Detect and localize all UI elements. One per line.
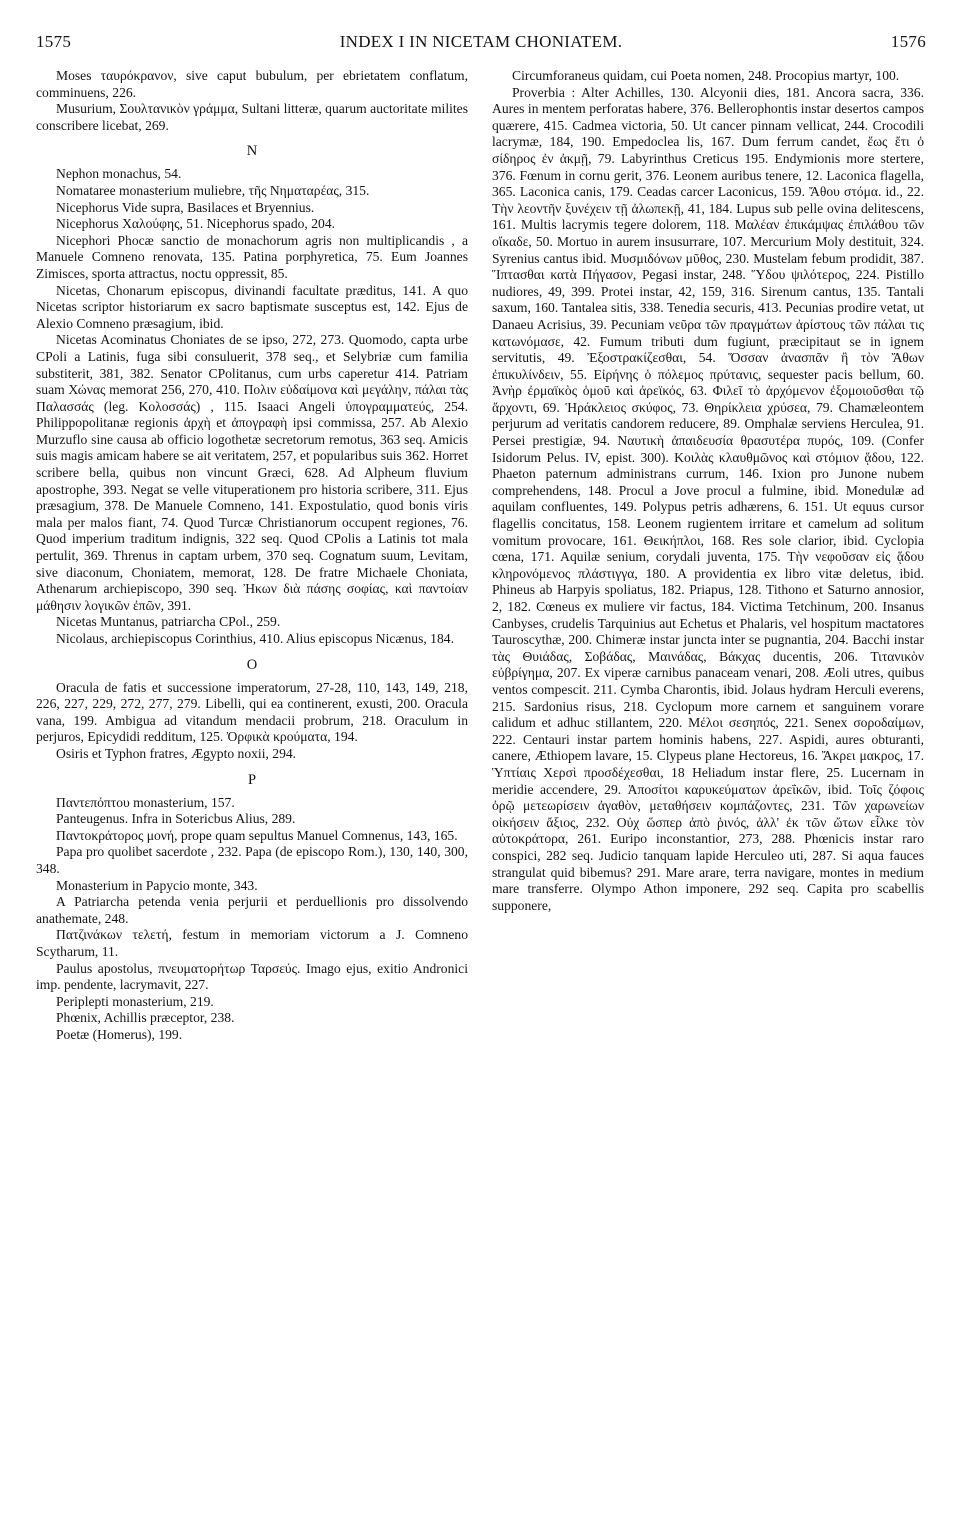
section-letter: O [246,656,258,673]
index-entry: Nicephorus Χαλούφης, 51. Nicephorus spado, 204. [56,216,336,232]
index-entry: Osiris et Typhon fratres, Ægypto noxii, 294. [56,745,297,761]
left-column [36,68,468,1528]
index-entry: Παντεπόπτου monasterium, 157. [56,794,235,810]
index-entry: Poetæ (Homerus), 199. [56,1026,183,1042]
index-entry: Nephon monachus, 54. [56,166,182,182]
index-entry: Phœnix, Achillis præceptor, 238. [56,1010,235,1026]
index-entry: Nicephori Phocæ sanctio de monachorum agris non multiplicandis , a Manuele Comneno renovata, 135. Patina porphyretica, 75. Eum Joannes Zimisces, sporta attractus, noctu oppressit, 85. [36,232,468,281]
index-entry: Πατζινάκων τελετή, festum in memoriam victorum a J. Comneno Scytharum, 11. [36,927,468,959]
index-entry: Moses ταυρόκρανον, sive caput bubulum, per ebrietatem conflatum, comminuens, 226. [36,68,468,100]
index-entry: Monasterium in Papycio monte, 343. [56,877,258,893]
index-entry: Nicephorus Vide supra, Basilaces et Bryennius. [56,199,315,215]
index-entry: Paulus apostolus, πνευματορήτωρ Ταρσεύς. Imago ejus, exitio Andronici imp. pendente, lacrymavit, 227. [36,960,468,993]
index-entry: Παντοκράτορος μονή, prope quam sepultus Manuel Comnenus, 143, 165. [56,827,458,843]
index-entry: Oracula de fatis et successione imperatorum, 27-28, 110, 143, 149, 218, 226, 227, 229, 272, 277, 279. Libelli, qui ea continerent, exusti, 200. Oracula vana, 199. Ambigua ad vitandum mendacii probrum, 218. Oraculum in perjuros, Epicydidi redditum, 125. Ὀρφικὰ κρούματα, 194. [36,679,468,745]
section-letter: N [246,143,258,160]
index-entry: Proverbia : Alter Achilles, 130. Alcyonii dies, 181. Ancora sacra, 336. Aures in mentem perforatas habere, 376. Bellerophontis instar desertos campos quærere, 415. Cadmea victoria, 50. Ut cancer pinnam vellicat, 244. Crocodili lacrymæ, 184, 190. Empedoclea lis, 167. Dum ferrum candet, ἕως ἔτι ὁ σίδηρος ἐν ἀκμῇ, 79. Labyrinthus Creticus 195. Endymionis more stertere, 376. Fœnum in cornu gerit, 376. Leonem auribus tenere, 12. Laconica flagella, 365. Laconica canis, 179. Ceadas carcer Laconicus, 159. Ἄθου στόμα. id., 22. Τὴν λεοντῆν ξυνέχειν τῇ ἀλωπεκῇ, 41, 184. Lupus sub pelle ovina delitescens, 161. Multis lacrymis tegere dolorem, 118. Μαλέαν ἐπικάμψας ἐπιλάθου τῶν οἴκαδε, 50. Mortuo in aurem insusurrare, 107. Mercurium Moly destituit, 324. Syrenius cantus ibid. Μυσμιδόνων μῦθος, 230. Mustelam febum prodidit, 387. Ἵπτασθαι κατὰ Πήγασον, Pegasi instar, 248. Ὕδου ψιλότερος, 224. Pistillo nudiores, 49, 399. Protei instar, 42, 159, 316. Sirenum cantus, 135. Tantali saxum, 160. Tantalea sitis, 338. Tenedia securis, 413. Pecunias prodire vetat, ut Danaeu Acrisius, 39. Pecuniam νεῦρα τῶν πραγμάτων ἀρίστους τῶν πάλαι τις κατωνόμασε, 42. Fumum tributi dum fugiunt, præcipitaut se in ignem servitutis, 49. Ἐξοστρακίζεσθαι, 54. Ὅσσαν ἀνασπᾶν ἢ τὸν Ἄθων ἐπικυλίνδειν, 55. Εἰρήνης ὁ πόλεμος πρύτανις, sequester pacis bellum, 60. Ἀνὴρ ἐρμαϊκὸς ὁμοῦ καὶ ἀρεϊκός, 63. Φιλεῖ τὸ ἀρχόμενον ἐξομοιοῦσθαι τῷ ἄρχοντι, 69. Ἡράκλειος σκύφος, 73. Θηρίκλεια χρύσεα, 79. Chamæleontem perjurum ad veritatis candorem reducere, 89. Omphalæ serviens Herculea, 91. Persei prestigiæ, 94. Ναυτικὴ ἀπαιδευσία θρασυτέρα πυρός, 109. (Confer Isidorum Pelus. IV, epist. 300). Κοιλὰς κλαυθμῶνος καὶ στόμιον ᾅδου, 122. Phaeton paternum administrans currum, 146. Ixion pro Junone nubem comprehendens, 148. Procul a Jove procul a fulmine, ibid. Monedulæ ad aquilam confluentes, 149. Polypus petris adhærens, 6. 151. Ut equus cursor flagellis concitatus, 158. Leonem rugientem irritare et camelum ad solitum vomitum provocare, 161. Θεικήπλοι, 168. Res sole clarior, ibid. Cyclopia cœna, 171. Aquilæ senium, corydali juventa, 175. Τὴν νεφοῦσαν εἰς ᾅδου κληρονόμενος πλάστιγγα, 180. A providentia ex libro vitæ deletus, ibid. Phineus ab Harpyis spoliatus, 182. Priapus, 128. Tithono et Saturno annosior, 2, 182. Cœneus ex muliere vir factus, 184. Victima Tetchinum, 200. Insanus Canbyses, crudelis Tarquinius aut Echetus et Phalaris, vel hospitum mactatores Tauroscythæ, 200. Chimeræ instar juncta inter se pugnantia, 204. Bacchi instar τὰς Θυιάδας, Σοβάδας, Μαινάδας, Βάκχας ducentis, 206. Τιτανικὸν εὐβρίγημα, 207. Ex viperæ carnibus panaceam venari, 208. Æoli utres, quibus ventos compescit. 211. Cymba Charontis, ibid. Jolaus hydram Herculi everens, 215. Sardonius risus, 218. Cyclopum more carnem et sanguinem vorare calidum et adhuc stillantem, 220. Μέλοι σεσηπός, 221. Senex σοροδαίμων, 222. Centauri instar partem hominis habens, 227. Aspidi, aures obturanti, canere, Æthiopem lavare, 15. Clypeus plane Hectoreus, 16. Ἄκρει μακρος, 17. Ὑπτίαις Χερσὶ προσδέχεσθαι, 18 Heliadum instar flere, 25. Lucernam in meridie accendere, 29. Ἀποσίτοι καρυκεύματων ἀρεΐκῶν, ibid. Τοῖς ζόφοις ὀρῷ μετεωρίσειν ἀγαθὸν, μεταθήσειν κομπάζοντες, 231. Τῶν χαρωνείων οἰκήσειν ἄξιος, 232. Οὐχ ὥσπερ ἀπὸ ῥινός, ἀλλ' ἐκ τῶν ὤτων εἶλκε τὸν αὐτοκράτορα, 261. Euripo inconstantior, 273, 288. Phœnicis instar raro conspici, 282 seq. Judicio tanquam lapide Herculeo uti, 287. Si aqua fauces strangulat quid bibemus? 291. Mare arare, terra navigare, montes in medium mare transferre. Olympo Athon imponere, 292 seq. Capita pro scabellis supponere, [492,84,924,913]
index-entry: Nomataree monasterium muliebre, τῆς Νηματαρέας, 315. [56,182,370,198]
index-entry: Periplepti monasterium, 219. [56,993,214,1009]
index-entry: Nicetas Acominatus Choniates de se ipso, 272, 273. Quomodo, capta urbe CPoli a Latinis, fuga sibi consuluerit, 378 seq., et Selybriæ cum familia substiterit, 381, 382. Senator CPolitanus, cum urbs caperetur 414. Patriam suam Χώνας memorat 256, 270, 410. Πολιν εὐδαίμονα καὶ μεγάλην, πάλαι τὰς Παλασσάς (leg. Κολοσσάς) , 115. Isaaci Angeli ὑπογραμματεύς, 254. Philippopolitanæ regionis ἀρχὴ et ἀπογραφὴ ipsi commissa, 257. Ab Alexio Murzuflo sine causa ab officio logothetæ secretorum remotus, 363 seq. Amicis suis magis amicam habere se ait veritatem, 257, et popularibus suis 362. Horret scribere bella, quibus non vincunt Græci, 628. Ad Alpheum fluvium apostrophe, 393. Negat se velle vituperationem pro historia scribere, 311. Ejus præsagium, 378. De Manuele Comneno, 141. Expostulatio, quod bonis viris mala per malos fiant, 74. Quod Turcæ Christianorum occupent regiones, 76. Quod imperium traditum indignis, 322 seq. Quod CPolis a Latinis tot mala pertulit, 369. Threnus in captam urbem, 370 seq. Cognatum suum, Levitam, sive diaconum, Choniatem, memorat, 128. De fratre Michaele Choniata, Athenarum archiepiscopo, 390 seq. Ἠκων διὰ πάσης σοφίας, καὶ παντοίαν μάθησιν λογικῶν ἐπῶν, 391. [36,332,468,613]
page-number-left: 1575 [36,32,72,51]
running-title: INDEX I IN NICETAM CHONIATEM. [339,32,623,51]
index-entry: Nicetas, Chonarum episcopus, divinandi facultate præditus, 141. A quo Nicetas scriptor historiarum ex sacro baptismate susceptus est, 142. Ejus de Alexio Comneno præsagium, ibid. [36,282,468,331]
index-entry: Nicetas Muntanus, patriarcha CPol., 259. [56,614,281,630]
index-entry: A Patriarcha petenda venia perjurii et perduellionis pro dissolvendo anathemate, 248. [36,894,468,926]
index-entry: Papa pro quolibet sacerdote , 232. Papa (de episcopo Rom.), 130, 140, 300, 348. [36,844,468,876]
page-number-right: 1576 [890,32,926,51]
index-entry: Musurium, Σουλτανικὸν γράμμα, Sultani litteræ, quarum auctoritate milites conscribere licebat, 269. [36,101,468,133]
section-letter: P [247,771,257,788]
right-column [492,68,924,1528]
index-entry: Nicolaus, archiepiscopus Corinthius, 410. Alius episcopus Nicænus, 184. [56,631,454,646]
index-entry: Panteugenus. Infra in Sotericbus Alius, 289. [56,811,296,827]
index-entry: Circumforaneus quidam, cui Poeta nomen, 248. Procopius martyr, 100. [512,68,900,83]
running-header [36,26,926,60]
